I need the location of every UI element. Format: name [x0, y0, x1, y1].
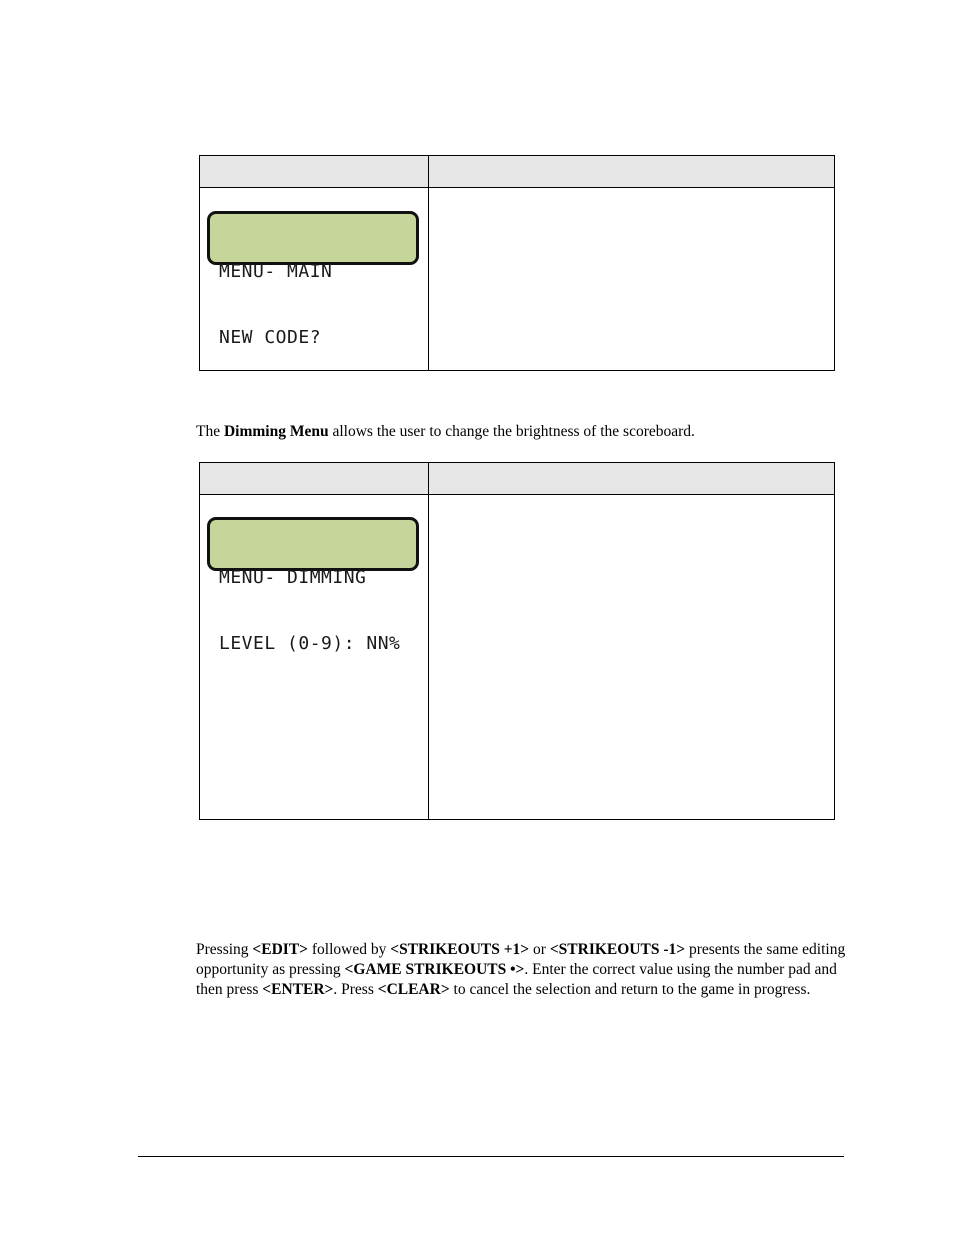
column-divider — [428, 156, 429, 370]
lcd-line-1: MENU- MAIN — [219, 261, 333, 282]
lcd-display-dimming-menu — [207, 517, 419, 654]
text: The — [196, 423, 224, 440]
dimming-menu-term: Dimming Menu — [223, 423, 329, 440]
text: . Enter the correct value using the number pad and then press — [196, 961, 837, 998]
column-divider — [428, 463, 429, 819]
text: to cancel the selection and return to the game in progress. — [449, 981, 811, 998]
footer-rule — [138, 1156, 844, 1157]
text: allows the user to change the brightness of the scoreboard. — [328, 423, 695, 440]
key-strikeouts-minus: <STRIKEOUTS -1> — [549, 941, 686, 958]
key-clear: <CLEAR> — [377, 981, 450, 998]
lcd-line-2: LEVEL (0-9): NN% — [219, 633, 401, 654]
lcd-display-main-menu — [207, 211, 419, 348]
text: followed by — [308, 941, 391, 958]
text: or — [529, 941, 550, 958]
lcd-line-2: NEW CODE? — [219, 327, 322, 348]
key-game-strikeouts: <GAME STRIKEOUTS •> — [344, 961, 525, 978]
table-header-row — [200, 463, 834, 495]
lcd-line-1: MENU- DIMMING — [219, 567, 367, 588]
key-enter: <ENTER> — [262, 981, 334, 998]
dimming-intro-paragraph — [196, 422, 846, 442]
table-header-row — [200, 156, 834, 188]
strikeouts-edit-paragraph — [196, 940, 846, 1000]
main-menu-table — [199, 155, 835, 371]
dimming-menu-table — [199, 462, 835, 820]
key-strikeouts-plus: <STRIKEOUTS +1> — [390, 941, 530, 958]
text: presents the same editing opportunity as pressing — [196, 941, 846, 978]
key-edit: <EDIT> — [252, 941, 308, 958]
text: Pressing — [196, 941, 253, 958]
text: . Press — [333, 981, 378, 998]
